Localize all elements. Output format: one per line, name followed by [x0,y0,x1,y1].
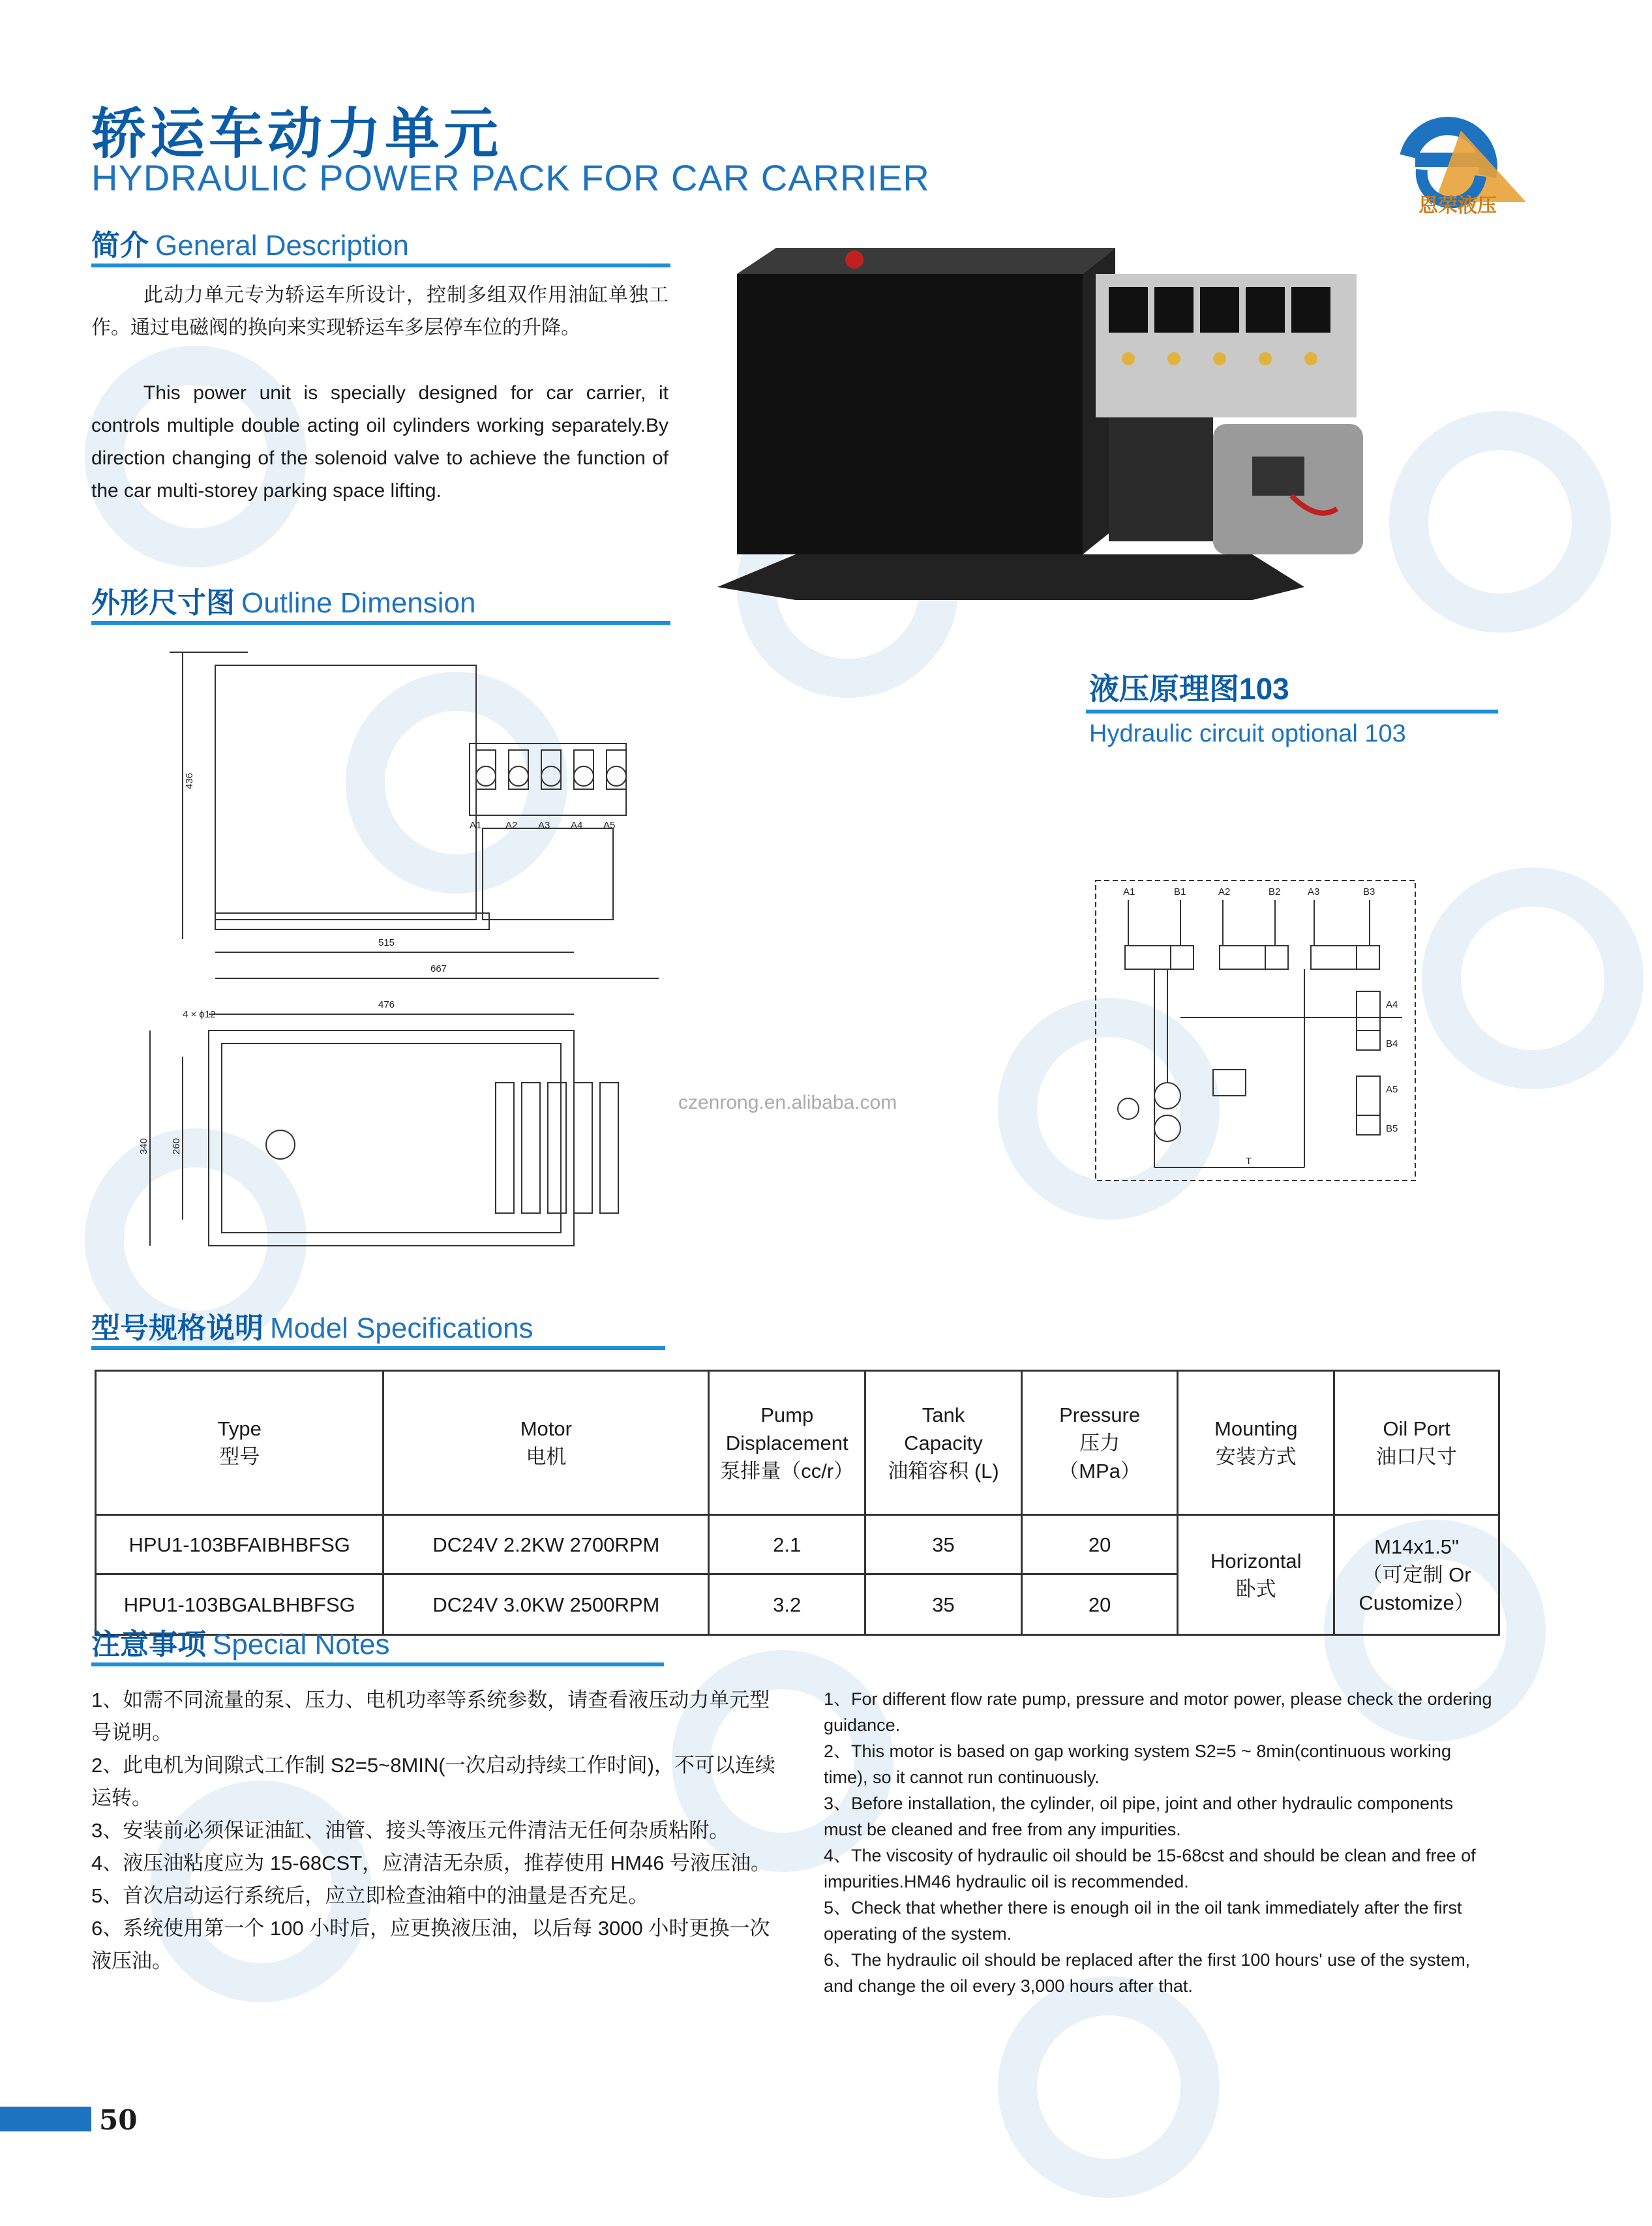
cell-tank: 35 [865,1515,1022,1574]
header-pump: Pump Displacement 泵排量（cc/r） [709,1371,865,1515]
port-label: A2 [505,820,518,831]
heading-cn: 注意事项 [91,1629,206,1661]
cell-pressure: 20 [1021,1515,1178,1574]
circuit-label: B3 [1363,886,1375,897]
note-cn: 4、液压油粘度应为 15-68CST，应清洁无杂质，推荐使用 HM46 号液压油。 [91,1852,772,1874]
outline-dimension-drawing [130,639,897,1265]
header-type: Type 型号 [96,1371,383,1515]
note-en: 4、The viscosity of hydraulic oil should be 15-68cst and should be clean and free of impurities.HM46 hydraulic oil is recommended. [824,1846,1476,1891]
cell-mounting: Horizontal 卧式 [1178,1515,1334,1635]
note-cn: 6、系统使用第一个 100 小时后，应更换液压油，以后每 3000 小时更换一次液压油。 [91,1917,770,1972]
hydraulic-circuit-diagram [1089,861,1422,1187]
cell-oil-port: M14x1.5" （可定制 Or Customize） [1334,1515,1499,1635]
heading-en: Outline Dimension [241,587,476,619]
port-label: A3 [538,820,550,831]
section-underline [91,621,670,625]
circuit-label: A2 [1218,886,1231,897]
note-cn: 3、安装前必须保证油缸、油管、接头等液压元件清洁无任何杂质粘附。 [91,1819,730,1842]
dim-436: 436 [184,772,195,789]
note-en: 2、This motor is based on gap working system S2=5 ~ 8min(continuous working time), so it cannot run continuously. [824,1741,1451,1787]
heading-cn: 外形尺寸图 [91,587,235,619]
cell-pump: 2.1 [709,1515,865,1574]
dim-340: 340 [138,1137,149,1154]
circuit-label: A3 [1308,886,1320,897]
watermark-url: czenrong.en.alibaba.com [678,1092,897,1113]
circuit-label: B5 [1386,1123,1398,1134]
circuit-label: B2 [1269,886,1281,897]
dim-476: 476 [378,999,395,1010]
dim-holes: 4 × ϕ12 [183,1009,216,1020]
header-tank: Tank Capacity 油箱容积 (L) [865,1371,1022,1515]
port-label: A5 [603,820,616,831]
circuit-heading-en: Hydraulic circuit optional 103 [1089,720,1406,747]
heading-en: Special Notes [213,1629,390,1661]
section-heading-specs [91,1304,533,1346]
note-en: 3、Before installation, the cylinder, oil pipe, joint and other hydraulic components must be cleaned and free from any impurities. [824,1794,1454,1839]
cell-motor: DC24V 3.0KW 2500RPM [383,1574,709,1635]
section-underline [91,263,670,267]
cell-pump: 3.2 [709,1574,865,1635]
section-underline [1086,710,1498,714]
cell-type: HPU1-103BGALBHBFSG [96,1574,383,1635]
note-cn: 2、此电机为间隙式工作制 S2=5~8MIN(一次启动持续工作时间)，不可以连续运转。 [91,1754,775,1809]
dim-667: 667 [430,963,447,974]
circuit-label: B4 [1386,1038,1398,1049]
cell-type: HPU1-103BFAIBHBFSG [96,1515,383,1574]
section-heading-notes [91,1621,389,1662]
dim-515: 515 [378,937,395,948]
circuit-heading-cn: 液压原理图103 [1089,672,1289,706]
section-heading-description [91,222,409,263]
cell-tank: 35 [865,1574,1022,1635]
header-pressure: Pressure 压力 （MPa） [1021,1371,1178,1515]
description-en: This power unit is specially designed for car carrier, it controls multiple double acting oil cylinders working separately.By direction changing of the solenoid valve to achieve the function of the car multi-storey parking space lifting. [91,382,668,502]
note-en: 1、For different flow rate pump, pressure and motor power, please check the ordering guidance. [824,1689,1492,1735]
table-header-row [96,1371,1499,1515]
port-label: A4 [571,820,583,831]
cell-motor: DC24V 2.2KW 2700RPM [383,1515,709,1574]
notes-en-list [824,1686,1495,1999]
heading-cn: 型号规格说明 [91,1312,263,1344]
table-row [96,1515,1499,1574]
heading-en: General Description [155,230,409,262]
page-title-cn: 轿运车动力单元 [91,103,503,164]
cell-pressure: 20 [1021,1574,1178,1635]
circuit-label: A4 [1386,999,1398,1010]
header-motor: Motor 电机 [383,1371,709,1515]
circuit-label: A1 [1123,886,1135,897]
product-photo [717,248,1376,613]
section-underline [91,1662,664,1666]
circuit-label: B1 [1174,886,1186,897]
note-cn: 5、首次启动运行系统后，应立即检查油箱中的油量是否充足。 [91,1884,649,1907]
port-label: A1 [470,820,482,831]
page-number: 50 [99,2104,138,2136]
logo-text: 恩荣液压 [1419,195,1497,217]
description-cn: 此动力单元专为轿运车所设计，控制多组双作用油缸单独工作。通过电磁阀的换向来实现轿运车多层停车位的升降。 [91,284,668,338]
spec-table [95,1370,1500,1636]
header-oil-port: Oil Port 油口尺寸 [1334,1371,1499,1515]
circuit-label: A5 [1386,1084,1398,1095]
section-underline [91,1346,665,1350]
page-title-en: HYDRAULIC POWER PACK FOR CAR CARRIER [91,157,930,198]
note-en: 6、The hydraulic oil should be replaced after the first 100 hours' use of the system, and change the oil every 3,000 hours after that. [824,1950,1471,1996]
note-en: 5、Check that whether there is enough oil in the oil tank immediately after the first operating of the system. [824,1898,1462,1944]
heading-cn: 简介 [91,230,149,262]
dim-260: 260 [171,1137,182,1154]
heading-en: Model Specifications [270,1312,533,1344]
notes-cn-list [91,1684,789,1978]
header-mounting: Mounting 安装方式 [1178,1371,1334,1515]
section-heading-outline [91,579,476,621]
circuit-label: T [1246,1156,1252,1167]
page-number-bar [0,2107,91,2131]
note-cn: 1、如需不同流量的泵、压力、电机功率等系统参数，请查看液压动力单元型号说明。 [91,1689,770,1744]
